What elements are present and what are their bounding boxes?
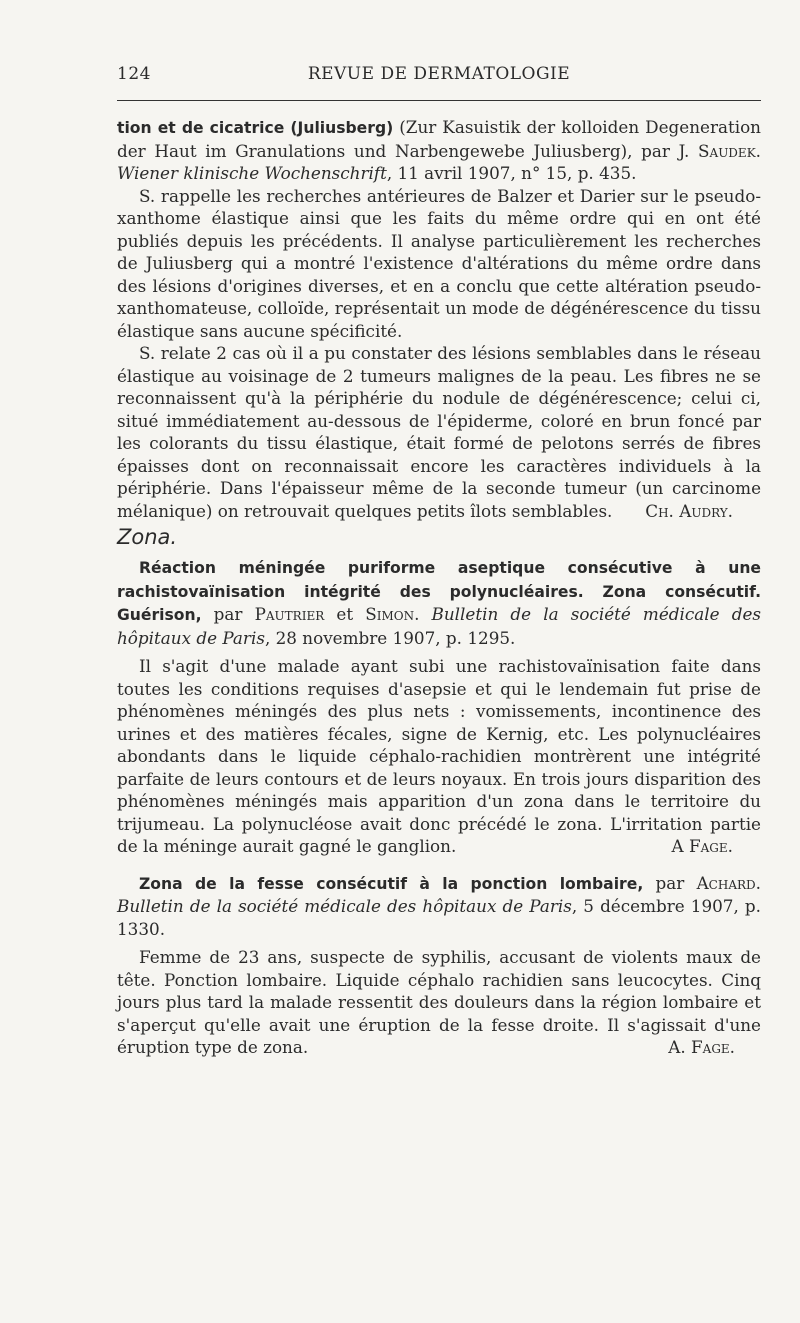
- journal-name: Bulletin de la société médicale des hôpitaux de Paris: [117, 604, 762, 648]
- page-header: [117, 64, 761, 94]
- paragraph: Femme de 23 ans, suspecte de syphilis, accusant de violents maux de tête. Ponction lombaire. Liquide céphalo rachidien sans leucocytes. Cinq jours plus tard la malade ressentit des douleurs dans la région lombaire et s'aperçut qu'elle avait une éruption de la fesse droite. Il s'agissait d'une éruption type de zona. A. Fage.: [117, 947, 761, 1057]
- author-name: Achard: [696, 872, 756, 893]
- paragraph: S. relate 2 cas où il a pu constater des lésions semblables dans le réseau élastique au voisinage de 2 tumeurs malignes de la peau. Les fibres ne se reconnaissent qu'à la périphérie du nodule de dégénérescence; celui ci, situé immédiatement au-dessous de l'épiderme, coloré en brun foncé par les colorants du tissu élastique, était formé de pelotons serrés de fibres épaisses dont on reconnaissait encore les caractères individuels à la périphérie. Dans l'épaisseur même de la seconde tumeur (un carcinome mélanique) on retrouvait quelques petits îlots semblables. Ch. Audry.: [117, 343, 761, 521]
- entry-title: tion et de cicatrice (Juliusberg): [117, 119, 394, 137]
- journal-name: Wiener klinische Wochenschrift: [117, 163, 387, 183]
- entry-citation: tion et de cicatrice (Juliusberg) (Zur Kasuistik der kolloiden Degeneration der Haut im Granulations und Narbengewebe Juliusberg), par J. Saudek. Wiener klinische Wochenschrift, 11 avril 1907, n° 15, p. 435.: [117, 117, 761, 183]
- paragraph: Il s'agit d'une malade ayant subi une rachistovaïnisation faite dans toutes les conditions requises d'asepsie et qui le lendemain fut prise de phénomènes méningés des plus nets : vomissements, incontinence des urines et des matières fécales, signe de Kernig, etc. Les polynucléaires abondants dans le liquide céphalo-rachidien montrèrent une intégrité parfaite de leurs contours et de leurs noyaux. En trois jours disparition des phénomènes méningés mais apparition d'un zona dans le territoire du trijumeau. La polynucléose avait donc précédé le zona. L'irritation partie de la méninge aurait gagné le ganglion. A Fage.: [117, 656, 761, 856]
- article-body: [117, 116, 761, 1059]
- entry-title: Réaction méningée puriforme aseptique consécutive à une rachistovaïnisation intégrité des polynucléaires. Zona consécutif. Guérison,: [117, 559, 761, 624]
- signature: A Fage.: [671, 836, 733, 856]
- running-title: REVUE DE DERMATOLOGIE: [307, 64, 571, 84]
- signature: A. Fage.: [668, 1037, 735, 1057]
- page-number: 124: [117, 64, 151, 84]
- entry-title: Zona de la fesse consécutif à la ponction lombaire,: [139, 874, 644, 893]
- author-name: Pautrier: [254, 604, 325, 624]
- journal-name: Bulletin de la société médicale des hôpitaux de Paris: [117, 896, 572, 916]
- entry-citation: Réaction méningée puriforme aseptique consécutive à une rachistovaïnisation intégrité des polynucléaires. Zona consécutif. Guérison, par Pautrier et Simon. Bulletin de la société médicale des hôpitaux de Paris, 28 novembre 1907, p. 1295.: [117, 559, 762, 648]
- entry-citation: Zona de la fesse consécutif à la ponction lombaire, par Achard. Bulletin de la société médicale des hôpitaux de Paris, 5 décembre 1907, p. 1330.: [117, 872, 761, 939]
- paragraph: S. rappelle les recherches antérieures de Balzer et Darier sur le pseudo-xanthome élastique ainsi que les faits du même ordre qui en ont été publiés depuis les précédents. Il analyse particulièrement les recherches de Juliusberg qui a montré l'existence d'altérations du même ordre dans des lésions d'origines diverses, et en a conclu que cette altération pseudo-xanthomateuse, colloïde, représentait un mode de dégénérescence du tissu élastique sans aucune spécificité.: [117, 185, 761, 341]
- author-name: Saudek: [698, 140, 756, 161]
- header-rule: [117, 100, 761, 101]
- author-name: Simon: [365, 604, 415, 624]
- section-heading: Zona.: [117, 525, 178, 549]
- signature: Ch. Audry.: [645, 500, 733, 521]
